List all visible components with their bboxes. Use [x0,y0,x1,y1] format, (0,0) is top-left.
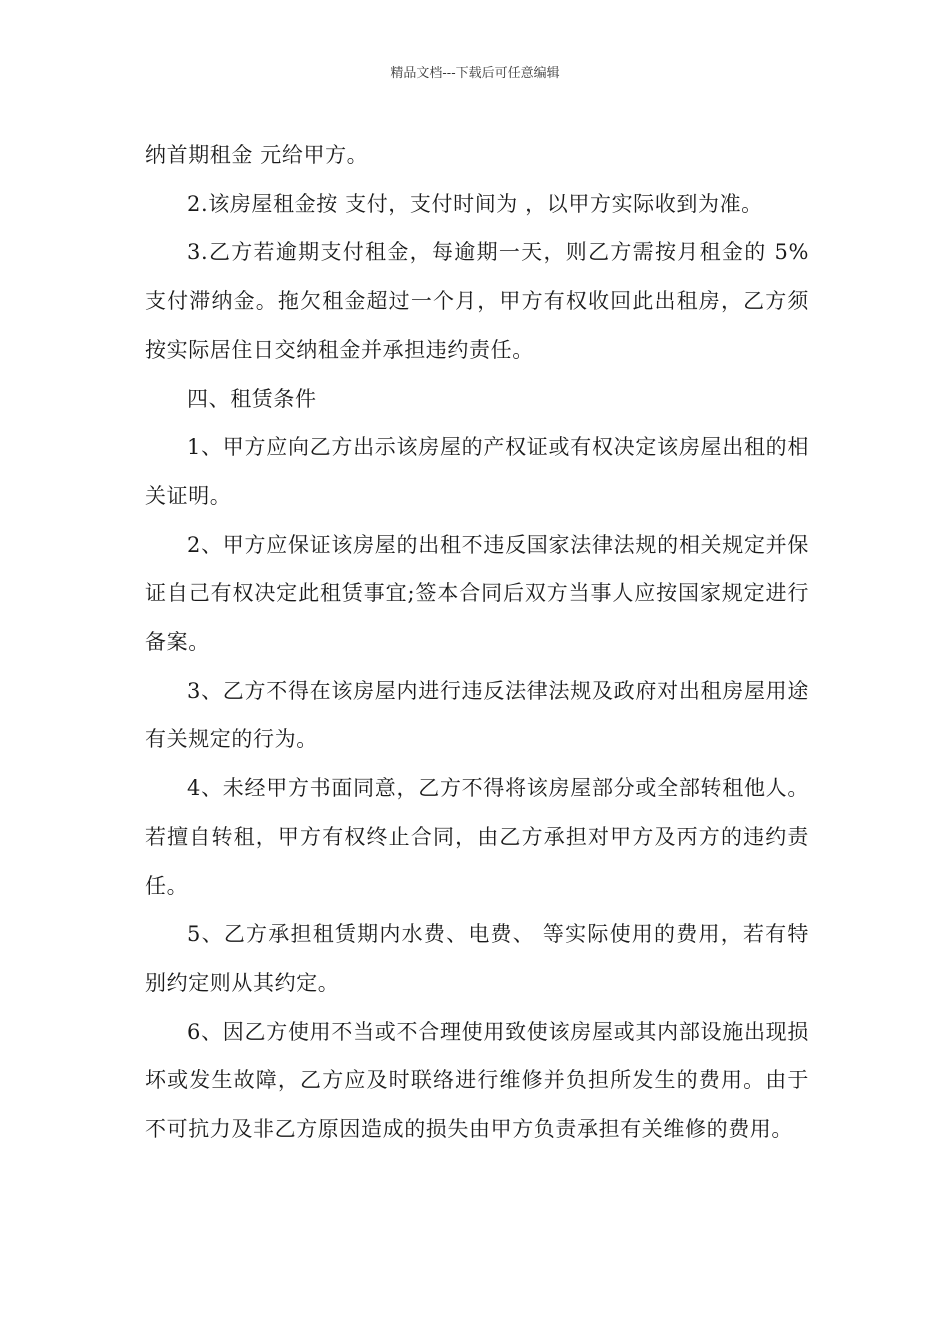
paragraph-late-fee: 3.乙方若逾期支付租金，每逾期一天，则乙方需按月租金的 5%支付滞纳金。拖欠租金超过一个月，甲方有权收回此出租房，乙方须按实际居住日交纳租金并承担违约责任。 [145,240,809,362]
paragraph-condition-3: 3、乙方不得在该房屋内进行违反法律法规及政府对出租房屋用途有关规定的行为。 [145,678,809,752]
paragraph-condition-4: 4、未经甲方书面同意，乙方不得将该房屋部分或全部转租他人。若擅自转租，甲方有权终止合同，由乙方承担对甲方及丙方的违约责任。 [145,776,809,898]
paragraph-first-rent: 纳首期租金 元给甲方。 [145,143,369,167]
page-header: 精品文档---下载后可任意编辑 [390,66,560,81]
paragraph-condition-1: 1、甲方应向乙方出示该房屋的产权证或有权决定该房屋出租的相关证明。 [145,435,809,508]
paragraph-condition-5: 5、乙方承担租赁期内水费、电费、 等实际使用的费用，若有特别约定则从其约定。 [145,922,809,995]
document-body [145,131,809,1154]
paragraph-condition-6: 6、因乙方使用不当或不合理使用致使该房屋或其内部设施出现损坏或发生故障，乙方应及时联络进行维修并负担所发生的费用。由于不可抗力及非乙方原因造成的损失由甲方负责承担有关维修的费用。 [145,1019,809,1142]
paragraph-condition-2: 2、甲方应保证该房屋的出租不违反国家法律法规的相关规定并保证自己有权决定此租赁事宜;签本合同后双方当事人应按国家规定进行备案。 [145,532,809,655]
section-heading-lease-conditions: 四、租赁条件 [187,386,317,411]
paragraph-rent-payment: 2.该房屋租金按 支付，支付时间为 ，以甲方实际收到为准。 [187,191,763,216]
